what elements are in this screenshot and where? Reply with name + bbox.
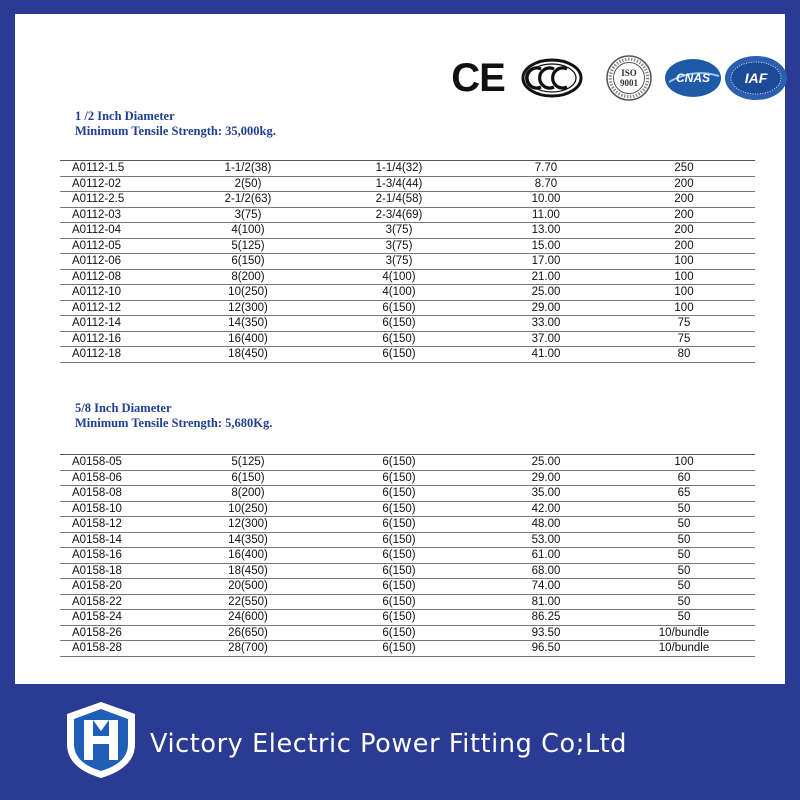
package-qty-cell: 80 xyxy=(613,347,755,363)
package-qty-cell: 50 xyxy=(613,532,755,548)
weight-cell: 25.00 xyxy=(479,285,613,301)
package-qty-cell: 60 xyxy=(613,470,755,486)
weight-cell: 53.00 xyxy=(479,532,613,548)
spec-table-row xyxy=(60,331,755,347)
svg-text:ISO: ISO xyxy=(621,68,637,78)
thread-length-cell: 6(150) xyxy=(319,316,479,332)
package-qty-cell: 10/bundle xyxy=(613,625,755,641)
length-cell: 14(350) xyxy=(177,532,319,548)
weight-cell: 11.00 xyxy=(479,207,613,223)
thread-length-cell: 2-1/4(58) xyxy=(319,192,479,208)
spec-table-row xyxy=(60,161,755,177)
spec-table-row xyxy=(60,563,755,579)
thread-length-cell: 6(150) xyxy=(319,331,479,347)
package-qty-cell: 100 xyxy=(613,269,755,285)
length-cell: 6(150) xyxy=(177,470,319,486)
package-qty-cell: 50 xyxy=(613,594,755,610)
weight-cell: 17.00 xyxy=(479,254,613,270)
weight-cell: 10.00 xyxy=(479,192,613,208)
weight-cell: 37.00 xyxy=(479,331,613,347)
package-qty-cell: 200 xyxy=(613,192,755,208)
package-qty-cell: 50 xyxy=(613,563,755,579)
thread-length-cell: 1-3/4(44) xyxy=(319,176,479,192)
package-qty-cell: 75 xyxy=(613,331,755,347)
package-qty-cell: 100 xyxy=(613,285,755,301)
weight-cell: 41.00 xyxy=(479,347,613,363)
thread-length-cell: 6(150) xyxy=(319,517,479,533)
weight-cell: 68.00 xyxy=(479,563,613,579)
part-number-cell: A0112-04 xyxy=(60,223,177,239)
weight-cell: 21.00 xyxy=(479,269,613,285)
part-number-cell: A0112-10 xyxy=(60,285,177,301)
thread-length-cell: 6(150) xyxy=(319,347,479,363)
part-number-cell: A0158-20 xyxy=(60,579,177,595)
part-number-cell: A0158-16 xyxy=(60,548,177,564)
length-cell: 16(400) xyxy=(177,331,319,347)
length-cell: 18(450) xyxy=(177,563,319,579)
length-cell: 14(350) xyxy=(177,316,319,332)
thread-length-cell: 6(150) xyxy=(319,455,479,471)
thread-length-cell: 6(150) xyxy=(319,579,479,595)
length-cell: 26(650) xyxy=(177,625,319,641)
length-cell: 2-1/2(63) xyxy=(177,192,319,208)
weight-cell: 96.50 xyxy=(479,641,613,657)
part-number-cell: A0158-05 xyxy=(60,455,177,471)
svg-text:CNAS: CNAS xyxy=(675,71,711,85)
company-name: Victory Electric Power Fitting Co;Ltd xyxy=(150,729,628,759)
length-cell: 2(50) xyxy=(177,176,319,192)
part-number-cell: A0112-12 xyxy=(60,300,177,316)
package-qty-cell: 50 xyxy=(613,501,755,517)
length-cell: 16(400) xyxy=(177,548,319,564)
spec-table-row xyxy=(60,625,755,641)
weight-cell: 15.00 xyxy=(479,238,613,254)
section-2-spec-table xyxy=(60,454,755,657)
thread-length-cell: 6(150) xyxy=(319,625,479,641)
spec-sheet-card xyxy=(15,14,785,684)
package-qty-cell: 65 xyxy=(613,486,755,502)
spec-table-row xyxy=(60,176,755,192)
ccc-mark-icon xyxy=(521,52,583,104)
part-number-cell: A0112-05 xyxy=(60,238,177,254)
weight-cell: 48.00 xyxy=(479,517,613,533)
cnas-logo-icon xyxy=(663,52,723,104)
weight-cell: 81.00 xyxy=(479,594,613,610)
package-qty-cell: 10/bundle xyxy=(613,641,755,657)
thread-length-cell: 6(150) xyxy=(319,594,479,610)
part-number-cell: A0112-06 xyxy=(60,254,177,270)
thread-length-cell: 4(100) xyxy=(319,285,479,301)
spec-table-row xyxy=(60,238,755,254)
thread-length-cell: 3(75) xyxy=(319,223,479,239)
weight-cell: 33.00 xyxy=(479,316,613,332)
length-cell: 5(125) xyxy=(177,238,319,254)
part-number-cell: A0158-22 xyxy=(60,594,177,610)
length-cell: 20(500) xyxy=(177,579,319,595)
part-number-cell: A0112-03 xyxy=(60,207,177,223)
victory-company-logo-icon xyxy=(64,700,138,780)
thread-length-cell: 6(150) xyxy=(319,563,479,579)
package-qty-cell: 250 xyxy=(613,161,755,177)
thread-length-cell: 6(150) xyxy=(319,641,479,657)
length-cell: 8(200) xyxy=(177,269,319,285)
part-number-cell: A0158-14 xyxy=(60,532,177,548)
length-cell: 22(550) xyxy=(177,594,319,610)
spec-table-row xyxy=(60,641,755,657)
spec-table-row xyxy=(60,594,755,610)
spec-table-row xyxy=(60,207,755,223)
part-number-cell: A0158-26 xyxy=(60,625,177,641)
svg-text:9001: 9001 xyxy=(620,78,638,88)
spec-table-row xyxy=(60,579,755,595)
length-cell: 12(300) xyxy=(177,517,319,533)
part-number-cell: A0112-08 xyxy=(60,269,177,285)
thread-length-cell: 6(150) xyxy=(319,610,479,626)
spec-table-row xyxy=(60,300,755,316)
svg-text:IAF: IAF xyxy=(744,70,768,86)
package-qty-cell: 100 xyxy=(613,254,755,270)
package-qty-cell: 50 xyxy=(613,548,755,564)
package-qty-cell: 75 xyxy=(613,316,755,332)
spec-table-row xyxy=(60,470,755,486)
spec-table-row xyxy=(60,347,755,363)
weight-cell: 25.00 xyxy=(479,455,613,471)
thread-length-cell: 6(150) xyxy=(319,300,479,316)
weight-cell: 7.70 xyxy=(479,161,613,177)
length-cell: 8(200) xyxy=(177,486,319,502)
section-1-title: 1 /2 Inch Diameter xyxy=(75,109,175,123)
spec-table-row xyxy=(60,548,755,564)
section-2-subtitle: Minimum Tensile Strength: 5,680Kg. xyxy=(75,416,273,430)
weight-cell: 8.70 xyxy=(479,176,613,192)
thread-length-cell: 6(150) xyxy=(319,486,479,502)
length-cell: 5(125) xyxy=(177,455,319,471)
package-qty-cell: 200 xyxy=(613,223,755,239)
part-number-cell: A0112-1.5 xyxy=(60,161,177,177)
length-cell: 3(75) xyxy=(177,207,319,223)
length-cell: 1-1/2(38) xyxy=(177,161,319,177)
part-number-cell: A0158-28 xyxy=(60,641,177,657)
package-qty-cell: 200 xyxy=(613,176,755,192)
thread-length-cell: 2-3/4(69) xyxy=(319,207,479,223)
spec-table-row xyxy=(60,192,755,208)
thread-length-cell: 3(75) xyxy=(319,238,479,254)
part-number-cell: A0158-18 xyxy=(60,563,177,579)
package-qty-cell: 100 xyxy=(613,455,755,471)
weight-cell: 74.00 xyxy=(479,579,613,595)
weight-cell: 29.00 xyxy=(479,300,613,316)
thread-length-cell: 3(75) xyxy=(319,254,479,270)
thread-length-cell: 1-1/4(32) xyxy=(319,161,479,177)
iaf-logo-icon xyxy=(722,52,790,104)
weight-cell: 13.00 xyxy=(479,223,613,239)
part-number-cell: A0112-02 xyxy=(60,176,177,192)
part-number-cell: A0158-12 xyxy=(60,517,177,533)
ce-mark-icon: CE xyxy=(451,55,505,100)
section-1-subtitle: Minimum Tensile Strength: 35,000kg. xyxy=(75,124,276,138)
weight-cell: 42.00 xyxy=(479,501,613,517)
part-number-cell: A0158-06 xyxy=(60,470,177,486)
length-cell: 24(600) xyxy=(177,610,319,626)
weight-cell: 35.00 xyxy=(479,486,613,502)
length-cell: 12(300) xyxy=(177,300,319,316)
thread-length-cell: 6(150) xyxy=(319,501,479,517)
package-qty-cell: 100 xyxy=(613,300,755,316)
part-number-cell: A0112-16 xyxy=(60,331,177,347)
iso-9001-seal-icon xyxy=(604,52,654,104)
spec-table-row xyxy=(60,455,755,471)
spec-table-row xyxy=(60,316,755,332)
part-number-cell: A0158-10 xyxy=(60,501,177,517)
spec-table-row xyxy=(60,254,755,270)
package-qty-cell: 50 xyxy=(613,517,755,533)
spec-table-row xyxy=(60,532,755,548)
thread-length-cell: 6(150) xyxy=(319,532,479,548)
length-cell: 4(100) xyxy=(177,223,319,239)
length-cell: 10(250) xyxy=(177,501,319,517)
part-number-cell: A0112-18 xyxy=(60,347,177,363)
spec-table-row xyxy=(60,501,755,517)
spec-table-row xyxy=(60,610,755,626)
part-number-cell: A0158-24 xyxy=(60,610,177,626)
spec-table-row xyxy=(60,223,755,239)
part-number-cell: A0112-14 xyxy=(60,316,177,332)
spec-table-row xyxy=(60,269,755,285)
package-qty-cell: 200 xyxy=(613,238,755,254)
section-1-spec-table xyxy=(60,160,755,363)
length-cell: 28(700) xyxy=(177,641,319,657)
weight-cell: 93.50 xyxy=(479,625,613,641)
package-qty-cell: 50 xyxy=(613,610,755,626)
part-number-cell: A0158-08 xyxy=(60,486,177,502)
length-cell: 18(450) xyxy=(177,347,319,363)
weight-cell: 86.25 xyxy=(479,610,613,626)
length-cell: 6(150) xyxy=(177,254,319,270)
part-number-cell: A0112-2.5 xyxy=(60,192,177,208)
section-2-title: 5/8 Inch Diameter xyxy=(75,401,172,415)
spec-table-row xyxy=(60,285,755,301)
thread-length-cell: 6(150) xyxy=(319,548,479,564)
package-qty-cell: 200 xyxy=(613,207,755,223)
spec-table-row xyxy=(60,486,755,502)
package-qty-cell: 50 xyxy=(613,579,755,595)
length-cell: 10(250) xyxy=(177,285,319,301)
weight-cell: 29.00 xyxy=(479,470,613,486)
thread-length-cell: 4(100) xyxy=(319,269,479,285)
thread-length-cell: 6(150) xyxy=(319,470,479,486)
weight-cell: 61.00 xyxy=(479,548,613,564)
spec-table-row xyxy=(60,517,755,533)
